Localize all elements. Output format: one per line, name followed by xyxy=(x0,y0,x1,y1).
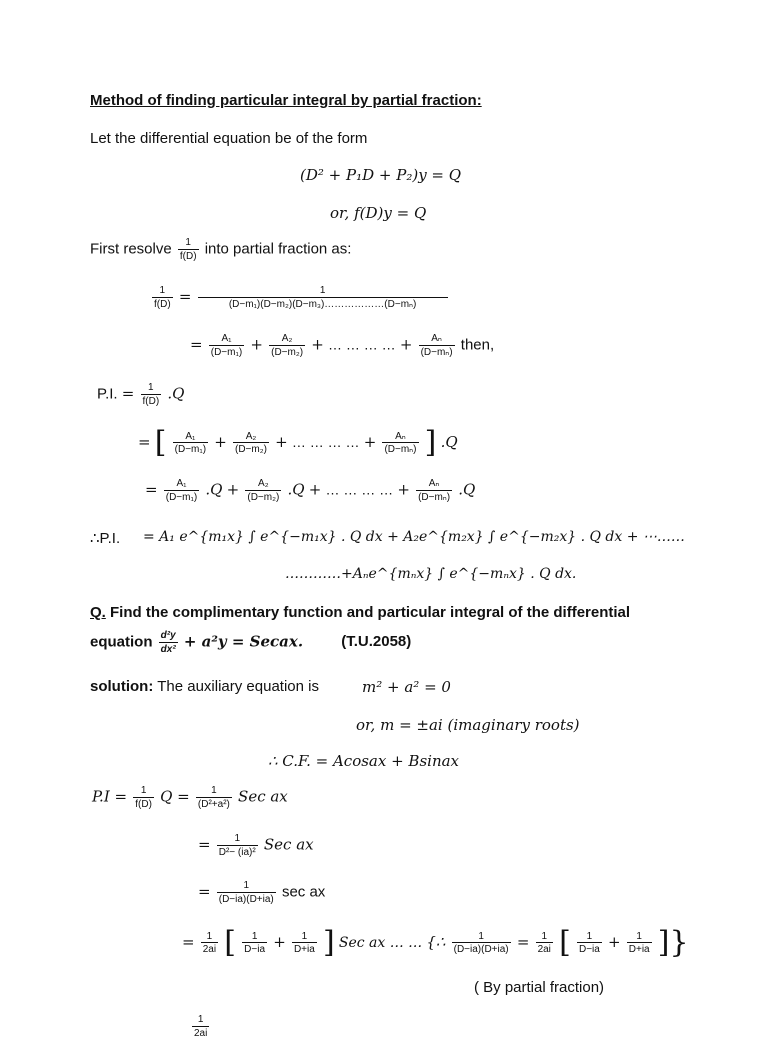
therefore-pi-label: ∴P.I. xyxy=(90,530,121,547)
ode-equation: (D² + P₁D + P₂)y = Q xyxy=(300,166,462,184)
roots-line: or, m = ±ai (imaginary roots) xyxy=(356,716,580,734)
auxiliary-equation: m² + a² = 0 xyxy=(362,678,451,696)
pi-distributed: = $\frac{\text{A₁}}{\text{(D−m₁)}}$ .Q + $\frac{\text{A₂}}{\text{(D−m₂)}}$ .Q + … … … … + $\frac{\text{Aₙ}}{\text{(D−mₙ)}}$ .Q xyxy=(145,478,476,503)
pi-step-2: = $\frac{1}{\text{D²− (ia)²}}$ Sec ax xyxy=(198,833,314,858)
fraction-1-over-fD: $\frac{1}{f(D)}$ xyxy=(179,237,197,262)
pi-step-5-cutoff: $\frac{1}{2ai}$ xyxy=(194,1014,208,1039)
resolve-suffix: into partial fraction as: xyxy=(204,240,352,258)
section-title: Method of finding particular integral by partial fraction: xyxy=(90,92,482,109)
question-text: Find the complimentary function and particular integral of the differential xyxy=(110,604,631,621)
solution-label: solution: xyxy=(90,678,154,695)
resolve-prefix: First resolve xyxy=(90,240,172,258)
partial-fraction-definition: $\frac{1}{f(D)}$ = $\frac{1}{\text{(D−m₁)(D−m₂)(D−m₃)………………(D−mₙ)}}$ xyxy=(150,285,450,310)
pi-step-1: P.I = $\frac{1}{f(D)}$ Q = $\frac{1}{\text{(D²+a²)}}$ Sec ax xyxy=(92,785,288,810)
pi-integral-line-2: …………+Aₙe^{mₙx} ∫ e^{−mₙx} . Q dx. xyxy=(285,566,577,582)
pi-step-4: = $\frac{1}{2ai}$ [ $\frac{1}{D-ia}$ + $\frac{1}{D+ia}$ ] Sec ax … … {∴ $\frac{1}{(D-ia)(D+ia)}$ = $\frac{1}{2ai}$ [ $\frac{1}{D-ia}$ + $\frac{1}{D+ia}$ ]} xyxy=(182,925,689,960)
pi-step-3: = $\frac{1}{(D-ia)(D+ia)}$ sec ax xyxy=(198,880,326,905)
tu-reference: (T.U.2058) xyxy=(341,633,412,651)
question-equation-line: equation $\frac{\text{d²y}}{\text{dx²}}$ + a²y = Secax. (T.U.2058) xyxy=(90,630,412,655)
ode-short-form: or, f(D)y = Q xyxy=(330,204,427,222)
complementary-function: ∴ C.F. = Acosax + Bsinax xyxy=(268,752,460,770)
partial-fraction-note: ( By partial fraction) xyxy=(474,979,605,996)
intro-text: Let the differential equation be of the form xyxy=(90,130,368,147)
solution-text: The auxiliary equation is xyxy=(157,678,319,695)
solution-line xyxy=(90,678,319,695)
partial-fraction-expansion: = $\frac{\text{A₁}}{\text{(D−m₁)}}$ + $\frac{\text{A₂}}{\text{(D−m₂)}}$ + … … … … + $\frac{\text{Aₙ}}{\text{(D−mₙ)}}$ then, xyxy=(190,333,495,358)
pi-bracketed: = [ $\frac{\text{A₁}}{\text{(D−m₁)}}$ + $\frac{\text{A₂}}{\text{(D−m₂)}}$ + … … … … + $\frac{\text{Aₙ}}{\text{(D−mₙ)}}$ ] .Q xyxy=(138,425,458,460)
question-prefix: Q. xyxy=(90,604,106,621)
then-text: then, xyxy=(460,336,495,354)
resolve-line xyxy=(90,237,351,262)
question-line xyxy=(90,604,630,621)
pi-definition: P.I. = $\frac{1}{f(D)}$ .Q xyxy=(97,382,185,407)
pi-integral-line-1: = A₁ e^{m₁x} ∫ e^{−m₁x} . Q dx + A₂e^{m₂x} ∫ e^{−m₂x} . Q dx + ⋯…… xyxy=(143,529,685,545)
